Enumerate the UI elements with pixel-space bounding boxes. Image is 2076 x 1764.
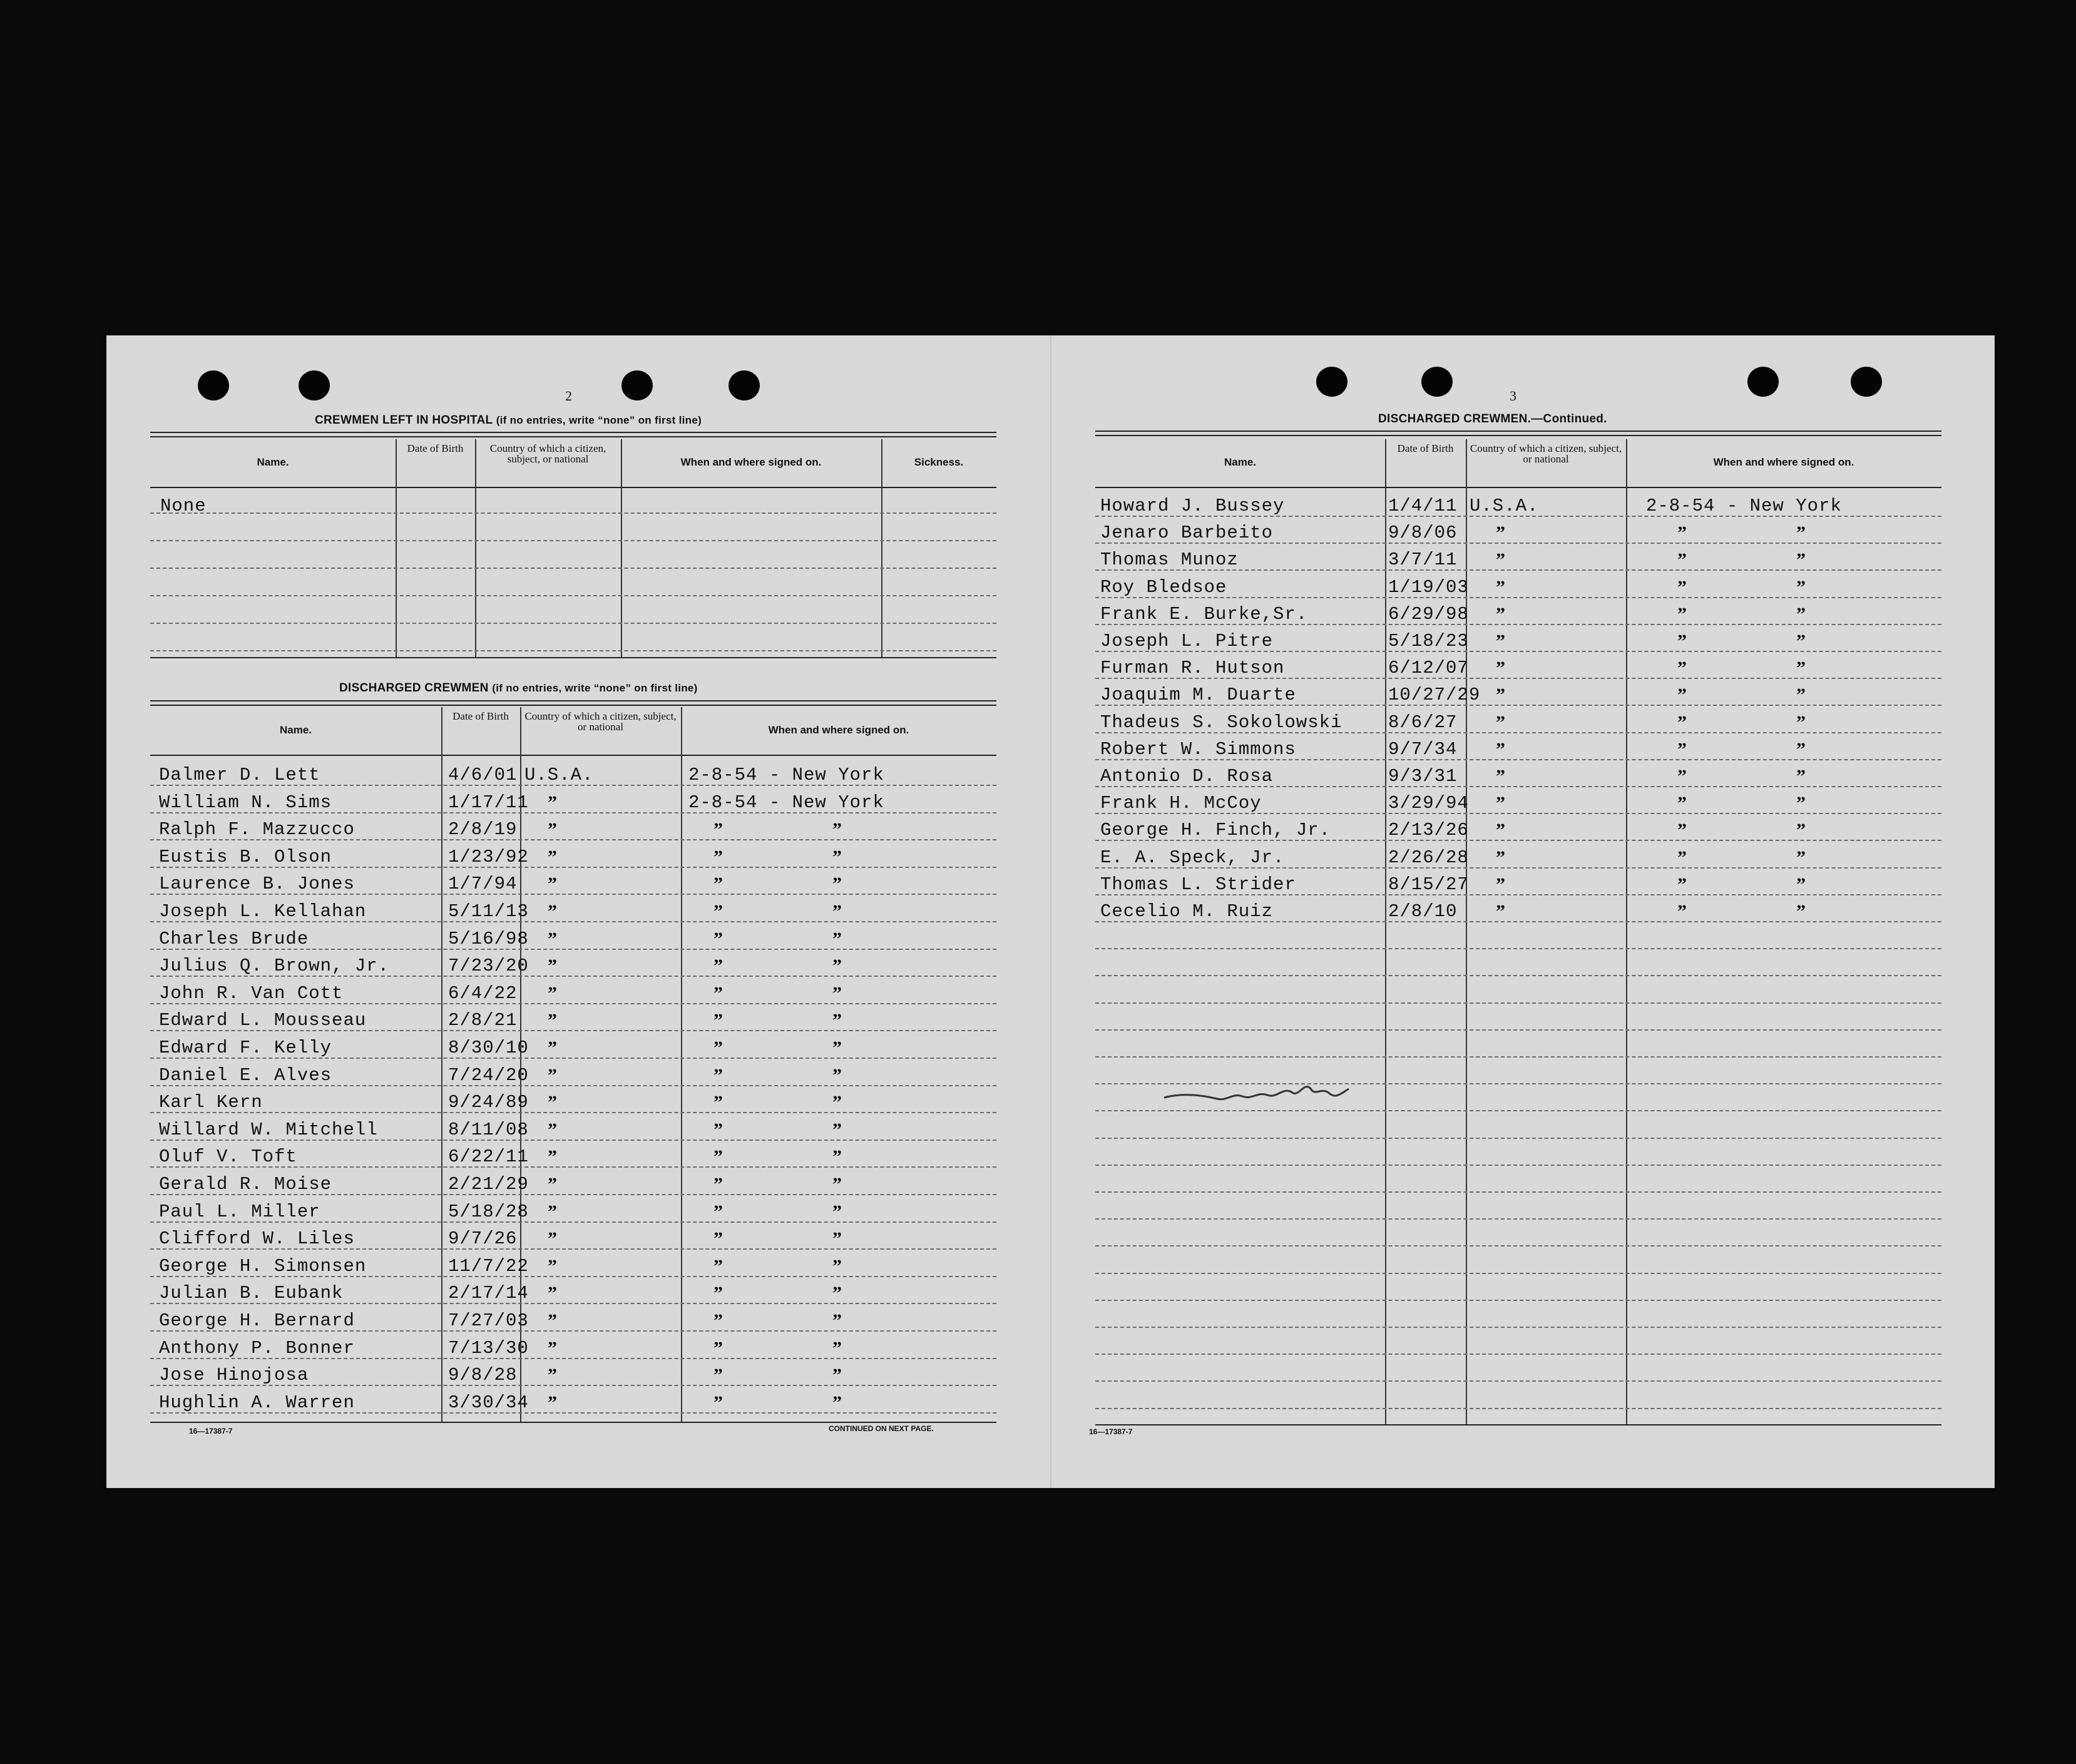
crew-signed-on: 2-8-54 - New York	[688, 792, 884, 813]
crew-name: Thomas L. Strider	[1100, 874, 1296, 895]
ditto-mark: ”	[832, 982, 842, 1004]
crew-name: Hughlin A. Warren	[159, 1392, 355, 1413]
crew-name: Joseph L. Kellahan	[159, 901, 367, 922]
crew-name: Oluf V. Toft	[159, 1146, 297, 1168]
crew-country: ”	[548, 1064, 557, 1086]
column-header: Name.	[257, 456, 289, 468]
ditto-mark: ”	[832, 846, 842, 867]
crew-name: Julian B. Eubank	[159, 1283, 344, 1304]
hospital-title-text: CREWMEN LEFT IN HOSPITAL	[315, 414, 493, 427]
ditto-mark: ”	[832, 1037, 842, 1058]
ditto-mark: ”	[1796, 793, 1806, 814]
crew-name: Karl Kern	[159, 1092, 263, 1113]
crew-name: Joaquim M. Duarte	[1100, 685, 1296, 706]
crew-name: Roy Bledsoe	[1100, 576, 1227, 598]
ditto-mark: ”	[713, 1283, 723, 1304]
ditto-mark: ”	[713, 928, 723, 949]
crew-name: Jose Hinojosa	[159, 1365, 309, 1386]
crew-name: Charles Brude	[159, 928, 309, 949]
column-header: Date of Birth	[1397, 442, 1454, 454]
crew-dob: 2/8/21	[448, 1010, 518, 1031]
crew-country: ”	[548, 792, 557, 813]
crew-country: ”	[1496, 820, 1505, 841]
crew-dob: 7/13/30	[448, 1337, 529, 1359]
ditto-mark: ”	[832, 1283, 842, 1304]
crew-dob: 9/3/31	[1388, 766, 1458, 787]
crew-country: ”	[548, 1010, 557, 1031]
crew-country: ”	[548, 1283, 557, 1304]
bottom-rule	[1095, 1424, 1941, 1425]
ditto-mark: ”	[832, 819, 842, 840]
crew-name: Julius Q. Brown, Jr.	[159, 956, 390, 977]
ditto-mark: ”	[1677, 766, 1687, 787]
ditto-mark: ”	[713, 1092, 723, 1113]
crew-dob: 5/18/28	[448, 1201, 529, 1222]
crew-name: Frank E. Burke,Sr.	[1100, 603, 1308, 625]
ditto-mark: ”	[1796, 576, 1806, 598]
continued-note: CONTINUED ON NEXT PAGE.	[829, 1424, 934, 1433]
ditto-mark: ”	[1796, 549, 1806, 571]
crew-country: ”	[1496, 847, 1505, 868]
crew-dob: 8/15/27	[1388, 874, 1469, 895]
column-header: Name.	[279, 724, 312, 736]
discharged-title-note: (if no entries, write “none” on first line)	[492, 682, 698, 694]
row-line	[1095, 1029, 1941, 1031]
crew-country: ”	[1496, 576, 1505, 598]
ditto-mark: ”	[1677, 631, 1687, 651]
header-rule	[150, 755, 996, 756]
ditto-mark: ”	[713, 1010, 723, 1031]
ditto-mark: ”	[832, 1310, 842, 1331]
crew-dob: 1/17/11	[448, 792, 529, 813]
crew-dob: 2/17/14	[448, 1283, 529, 1304]
ditto-mark: ”	[1796, 685, 1806, 706]
ditto-mark: ”	[713, 901, 723, 922]
column-divider	[1385, 439, 1386, 1424]
crew-name: Clifford W. Liles	[159, 1228, 355, 1250]
crew-name: Howard J. Bussey	[1100, 496, 1285, 516]
ditto-mark: ”	[832, 1201, 842, 1222]
crew-dob: 1/4/11	[1388, 496, 1458, 516]
column-divider	[881, 439, 882, 657]
ditto-mark: ”	[832, 1174, 842, 1195]
crew-dob: 2/21/29	[448, 1174, 529, 1195]
ditto-mark: ”	[1677, 711, 1687, 733]
ditto-mark: ”	[1796, 711, 1806, 733]
crew-country: ”	[548, 1037, 557, 1058]
column-divider	[681, 707, 682, 1422]
bottom-rule	[150, 657, 996, 658]
crew-name: Paul L. Miller	[159, 1201, 320, 1222]
row-line	[150, 568, 996, 569]
crew-country: ”	[548, 1337, 557, 1359]
ditto-mark: ”	[1677, 603, 1687, 625]
crew-dob: 1/23/92	[448, 846, 529, 867]
crew-dob: 7/24/20	[448, 1064, 529, 1086]
bottom-rule	[150, 1422, 996, 1423]
crew-dob: 2/13/26	[1388, 820, 1469, 841]
page-number: 3	[1510, 388, 1516, 404]
crew-name: Cecelio M. Ruiz	[1100, 901, 1274, 922]
right-page	[1051, 335, 1995, 1488]
crew-name: Dalmer D. Lett	[159, 765, 320, 785]
crew-name: John R. Van Cott	[159, 982, 344, 1004]
crew-country: ”	[548, 1092, 557, 1113]
crew-country: ”	[548, 1392, 557, 1413]
header-rule	[1095, 487, 1941, 488]
column-header: Date of Birth	[407, 442, 464, 454]
crew-name: Laurence B. Jones	[159, 874, 355, 895]
ditto-mark: ”	[832, 1228, 842, 1250]
row-line	[1095, 1056, 1941, 1058]
ditto-mark: ”	[713, 1201, 723, 1222]
crew-name: E. A. Speck, Jr.	[1100, 847, 1285, 868]
crew-country: ”	[1496, 603, 1505, 625]
ditto-mark: ”	[713, 1037, 723, 1058]
ditto-mark: ”	[1796, 631, 1806, 651]
double-rule	[1095, 431, 1941, 436]
ditto-mark: ”	[1796, 738, 1806, 760]
crew-country: ”	[1496, 738, 1505, 760]
ditto-mark: ”	[713, 874, 723, 895]
row-line	[1095, 1380, 1941, 1382]
crew-dob: 6/22/11	[448, 1146, 529, 1168]
row-line	[1095, 1245, 1941, 1247]
ditto-mark: ”	[1677, 874, 1687, 895]
crew-country: ”	[548, 982, 557, 1004]
ditto-mark: ”	[1796, 766, 1806, 787]
document-sheet	[106, 335, 1995, 1488]
row-line	[1095, 975, 1941, 976]
ditto-mark: ”	[713, 1365, 723, 1386]
ditto-mark: ”	[1796, 901, 1806, 922]
ditto-mark: ”	[713, 1392, 723, 1413]
ditto-mark: ”	[832, 1337, 842, 1359]
ditto-mark: ”	[1796, 603, 1806, 625]
ditto-mark: ”	[1677, 523, 1687, 544]
row-line	[1095, 1191, 1941, 1193]
ditto-mark: ”	[713, 1310, 723, 1331]
ditto-mark: ”	[1677, 576, 1687, 598]
row-line	[1095, 1300, 1941, 1301]
crew-dob: 2/8/10	[1388, 901, 1458, 922]
crew-name: Joseph L. Pitre	[1100, 631, 1274, 651]
ditto-mark: ”	[1677, 847, 1687, 868]
discharged-title-text: DISCHARGED CREWMEN	[339, 681, 489, 695]
ditto-mark: ”	[1677, 793, 1687, 814]
ditto-mark: ”	[1677, 658, 1687, 679]
crew-dob: 6/29/98	[1388, 603, 1469, 625]
crew-name: Antonio D. Rosa	[1100, 766, 1274, 787]
column-header: Country of which a citizen, subject, or national	[524, 710, 677, 733]
ditto-mark: ”	[832, 1392, 842, 1413]
crew-country: ”	[1496, 523, 1505, 544]
hospital-title-note: (if no entries, write “none” on first line)	[496, 414, 702, 426]
column-header: Date of Birth	[453, 710, 509, 722]
row-line	[150, 512, 996, 514]
crew-dob: 9/7/26	[448, 1228, 518, 1250]
ditto-mark: ”	[832, 1064, 842, 1086]
hospital-entry: None	[160, 496, 207, 516]
ditto-mark: ”	[832, 1010, 842, 1031]
header-rule	[150, 487, 996, 488]
crew-dob: 5/11/13	[448, 901, 529, 922]
crew-name: Edward F. Kelly	[159, 1037, 332, 1058]
double-rule	[150, 432, 996, 437]
row-line	[1095, 1354, 1941, 1355]
page-number: 2	[565, 388, 572, 404]
crew-name: Eustis B. Olson	[159, 846, 332, 867]
crew-dob: 5/16/98	[448, 928, 529, 949]
crew-country: ”	[1496, 631, 1505, 651]
crew-name: Willard W. Mitchell	[159, 1119, 378, 1140]
crew-country: ”	[548, 1365, 557, 1386]
row-line	[1095, 1327, 1941, 1328]
crew-dob: 1/7/94	[448, 874, 518, 895]
crew-country: ”	[1496, 549, 1505, 571]
ditto-mark: ”	[1796, 820, 1806, 841]
crew-name: Thadeus S. Sokolowski	[1100, 711, 1342, 733]
crew-name: Gerald R. Moise	[159, 1174, 332, 1195]
crew-country: ”	[1496, 874, 1505, 895]
crew-name: Thomas Munoz	[1100, 549, 1239, 571]
crew-name: Jenaro Barbeito	[1100, 523, 1274, 544]
crew-country: ”	[548, 1201, 557, 1222]
crew-dob: 9/8/06	[1388, 523, 1458, 544]
crew-name: Frank H. McCoy	[1100, 793, 1262, 814]
crew-country: ”	[1496, 766, 1505, 787]
crew-country: ”	[1496, 901, 1505, 922]
crew-dob: 10/27/29	[1388, 685, 1481, 706]
crew-dob: 8/11/08	[448, 1119, 529, 1140]
crew-dob: 7/23/20	[448, 956, 529, 977]
crew-country: ”	[548, 1228, 557, 1250]
continued-section-title: DISCHARGED CREWMEN.—Continued.	[1378, 412, 1607, 426]
crew-country: ”	[548, 1310, 557, 1331]
crew-dob: 7/27/03	[448, 1310, 529, 1331]
column-header: Country of which a citizen, subject, or national	[489, 442, 606, 465]
row-line	[1095, 1408, 1941, 1409]
ditto-mark: ”	[832, 1092, 842, 1113]
discharged-section-title	[339, 681, 698, 695]
ditto-mark: ”	[713, 819, 723, 840]
ditto-mark: ”	[832, 1365, 842, 1386]
crew-name: Edward L. Mousseau	[159, 1010, 367, 1031]
ditto-mark: ”	[832, 956, 842, 977]
ditto-mark: ”	[832, 1146, 842, 1168]
column-divider	[621, 439, 622, 657]
crew-country: ”	[548, 874, 557, 895]
crew-dob: 4/6/01	[448, 765, 518, 785]
ditto-mark: ”	[1796, 874, 1806, 895]
crew-dob: 6/12/07	[1388, 658, 1469, 679]
crew-dob: 9/7/34	[1388, 738, 1458, 760]
crew-country: ”	[548, 928, 557, 949]
crew-dob: 3/29/94	[1388, 793, 1469, 814]
crew-signed-on: 2-8-54 - New York	[1646, 496, 1842, 516]
column-divider	[475, 439, 476, 657]
ditto-mark: ”	[1677, 738, 1687, 760]
ditto-mark: ”	[713, 1174, 723, 1195]
signature-scribble	[1158, 1068, 1358, 1118]
crew-country: ”	[1496, 685, 1505, 706]
column-header: Name.	[1224, 456, 1257, 468]
crew-name: Ralph F. Mazzucco	[159, 819, 355, 840]
ditto-mark: ”	[1677, 685, 1687, 706]
crew-dob: 8/30/10	[448, 1037, 529, 1058]
crew-dob: 5/18/23	[1388, 631, 1469, 651]
crew-country: ”	[1496, 793, 1505, 814]
crew-country: ”	[548, 819, 557, 840]
crew-country: ”	[548, 846, 557, 867]
form-number: 16—17387-7	[1089, 1427, 1133, 1436]
row-line	[150, 650, 996, 651]
crew-country: ”	[548, 956, 557, 977]
ditto-mark: ”	[713, 1337, 723, 1359]
row-line	[1095, 1218, 1941, 1220]
crew-dob: 6/4/22	[448, 982, 518, 1004]
ditto-mark: ”	[713, 1064, 723, 1086]
ditto-mark: ”	[713, 982, 723, 1004]
crew-name: George H. Bernard	[159, 1310, 355, 1331]
row-line	[150, 595, 996, 596]
ditto-mark: ”	[832, 874, 842, 895]
form-number: 16—17387-7	[189, 1427, 233, 1435]
column-header: When and where signed on.	[1713, 456, 1854, 468]
crew-dob: 8/6/27	[1388, 711, 1458, 733]
crew-signed-on: 2-8-54 - New York	[688, 765, 884, 785]
crew-dob: 9/24/89	[448, 1092, 529, 1113]
crew-country: ”	[1496, 711, 1505, 733]
crew-country: U.S.A.	[1470, 496, 1539, 516]
ditto-mark: ”	[1796, 847, 1806, 868]
row-line	[1095, 1002, 1941, 1004]
ditto-mark: ”	[832, 1255, 842, 1277]
double-rule	[150, 700, 996, 706]
ditto-mark: ”	[1796, 658, 1806, 679]
crew-country: ”	[548, 901, 557, 922]
column-header: When and where signed on.	[680, 456, 822, 468]
ditto-mark: ”	[1677, 901, 1687, 922]
column-header: When and where signed on.	[768, 724, 909, 736]
crew-name: Robert W. Simmons	[1100, 738, 1296, 760]
crew-dob: 2/26/28	[1388, 847, 1469, 868]
crew-name: Anthony P. Bonner	[159, 1337, 355, 1359]
ditto-mark: ”	[832, 928, 842, 949]
column-header: Sickness.	[914, 456, 964, 468]
crew-dob: 9/8/28	[448, 1365, 518, 1386]
row-line	[1095, 1273, 1941, 1274]
ditto-mark: ”	[713, 1255, 723, 1277]
crew-dob: 11/7/22	[448, 1255, 529, 1277]
ditto-mark: ”	[1677, 549, 1687, 571]
row-line	[1095, 948, 1941, 949]
crew-name: William N. Sims	[159, 792, 332, 813]
column-divider	[1626, 439, 1627, 1424]
crew-country: ”	[548, 1255, 557, 1277]
crew-country: ”	[548, 1119, 557, 1140]
row-line	[150, 540, 996, 541]
row-line	[150, 623, 996, 624]
ditto-mark: ”	[713, 1146, 723, 1168]
ditto-mark: ”	[832, 1119, 842, 1140]
left-page	[106, 335, 1050, 1488]
crew-name: Daniel E. Alves	[159, 1064, 332, 1086]
ditto-mark: ”	[713, 956, 723, 977]
crew-name: George H. Finch, Jr.	[1100, 820, 1331, 841]
ditto-mark: ”	[713, 1119, 723, 1140]
crew-country: U.S.A.	[524, 765, 594, 785]
ditto-mark: ”	[1677, 820, 1687, 841]
ditto-mark: ”	[713, 1228, 723, 1250]
crew-dob: 1/19/03	[1388, 576, 1469, 598]
row-line	[150, 1112, 996, 1113]
crew-dob: 3/30/34	[448, 1392, 529, 1413]
crew-name: George H. Simonsen	[159, 1255, 367, 1277]
row-line	[1095, 1165, 1941, 1166]
crew-country: ”	[548, 1146, 557, 1168]
crew-name: Furman R. Hutson	[1100, 658, 1285, 679]
column-header: Country of which a citizen, subject, or national	[1470, 442, 1622, 465]
ditto-mark: ”	[713, 846, 723, 867]
crew-dob: 2/8/19	[448, 819, 518, 840]
column-divider	[396, 439, 397, 657]
row-line	[1095, 1138, 1941, 1139]
ditto-mark: ”	[832, 901, 842, 922]
crew-country: ”	[1496, 658, 1505, 679]
crew-country: ”	[548, 1174, 557, 1195]
ditto-mark: ”	[1796, 523, 1806, 544]
hospital-section-title	[315, 414, 702, 427]
column-divider	[441, 707, 442, 1422]
crew-dob: 3/7/11	[1388, 549, 1458, 571]
